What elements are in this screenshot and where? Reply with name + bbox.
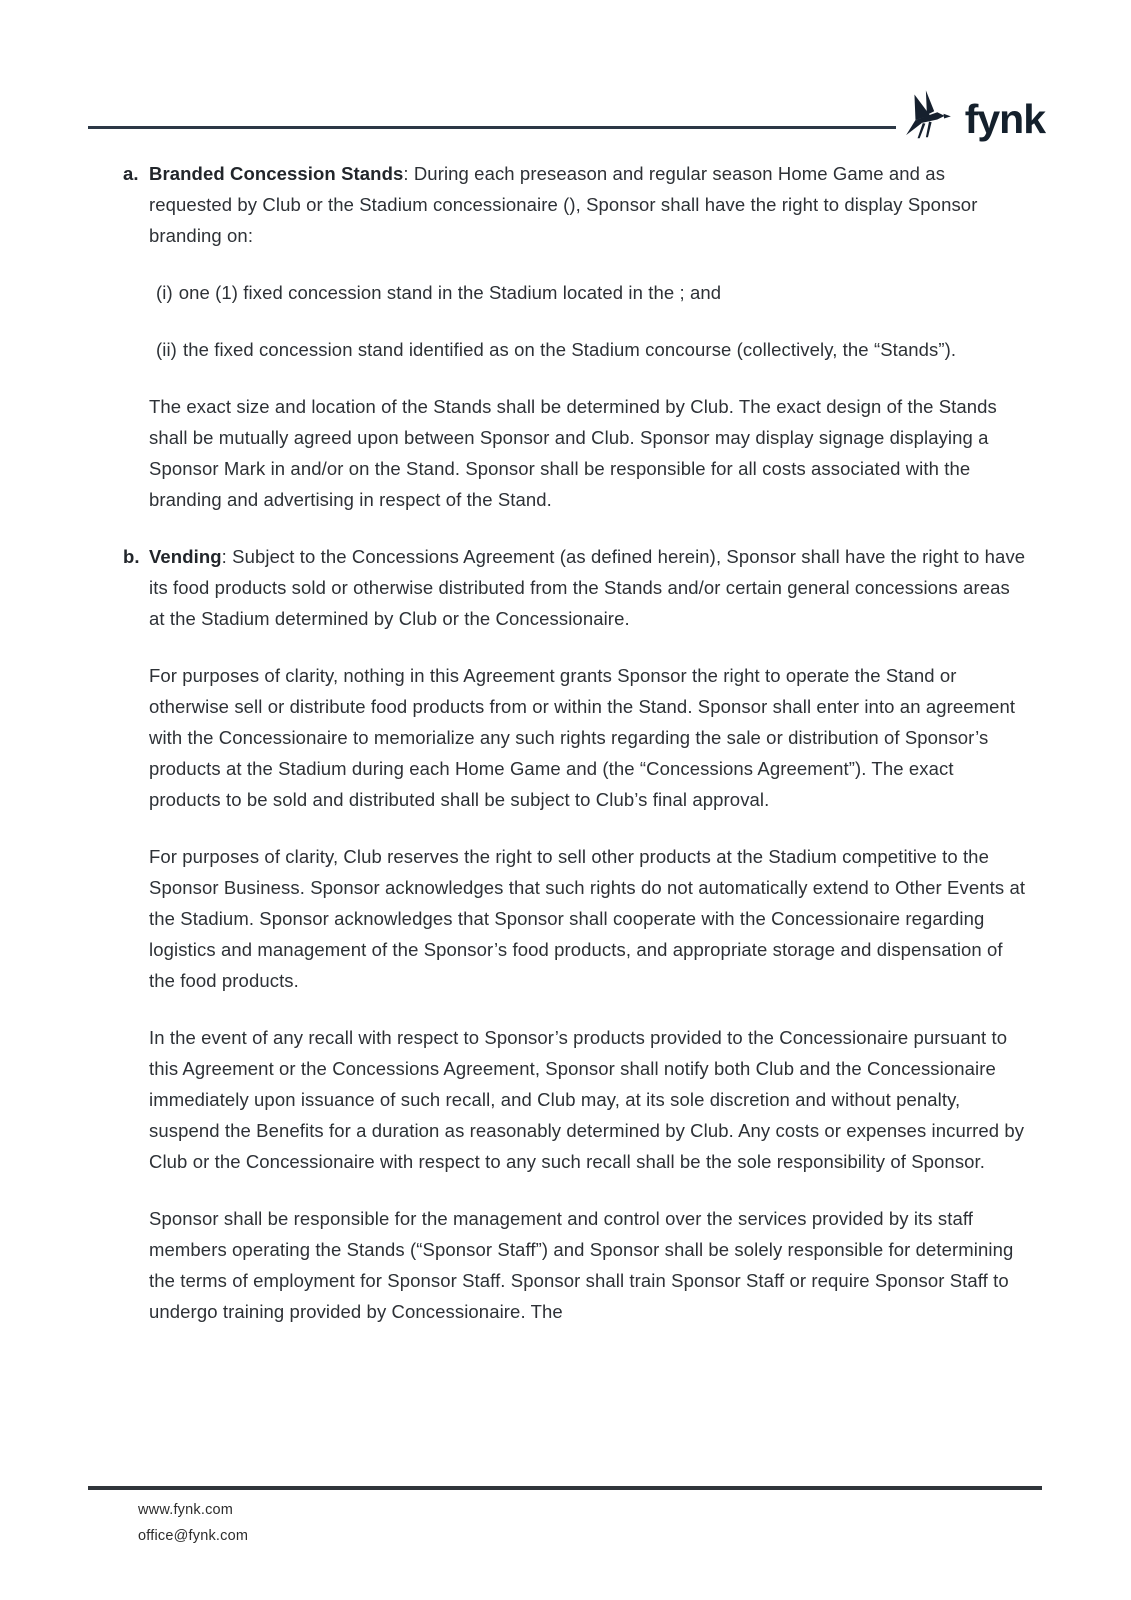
- subitem-i-text: one (1) fixed concession stand in the Stadium located in the ; and: [178, 282, 722, 303]
- subitem-ii-text: the fixed concession stand identified as on the Stadium concourse (collectively, the “Stands”).: [182, 339, 957, 360]
- footer-rule: [88, 1486, 1042, 1490]
- section-a-title: Branded Concession Stands: [149, 163, 404, 184]
- section-b-paragraph-1: For purposes of clarity, nothing in this Agreement grants Sponsor the right to operate the Stand or otherwise sell or distribute food products from or within the Stand. Sponsor shall enter into an agreement with the Concessionaire to memorialize any such rights regarding the sale or distribution of Sponsor’s products at the Stadium during each Home Game and (the “Concessions Agreement”). The exact products to be sold and distributed shall be subject to Club’s final approval.: [149, 665, 1016, 810]
- section-a: [123, 158, 1027, 251]
- brand-logo: [903, 90, 1045, 148]
- section-a-paragraph-1: The exact size and location of the Stands shall be determined by Club. The exact design of the Stands shall be mutually agreed upon between Sponsor and Club. Sponsor may display signage displaying a Sponsor Mark in and/or on the Stand. Sponsor shall be responsible for all costs associated with the branding and advertising in respect of the Stand.: [149, 396, 997, 510]
- section-b-separator: :: [221, 546, 233, 567]
- document-body: [123, 158, 1027, 1327]
- section-b-title: Vending: [149, 546, 222, 567]
- subitem-i-marker: (i): [156, 282, 173, 303]
- section-a-marker: a.: [123, 163, 139, 184]
- subitem-i: [156, 277, 1027, 308]
- footer-email: office@fynk.com: [138, 1528, 249, 1544]
- section-b-lead: Subject to the Concessions Agreement (as defined herein), Sponsor shall have the right to have its food products sold or otherwise distributed from the Stands and/or certain general concessions areas at the Stadium determined by Club or the Concessionaire.: [149, 546, 1026, 629]
- subitem-ii-marker: (ii): [156, 339, 177, 360]
- section-b-paragraph-3: In the event of any recall with respect to Sponsor’s products provided to the Concessionaire pursuant to this Agreement or the Concessions Agreement, Sponsor shall notify both Club and the Concessionaire immediately upon issuance of such recall, and Club may, at its sole discretion and without penalty, suspend the Benefits for a duration as reasonably determined by Club. Any costs or expenses incurred by Club or the Concessionaire with respect to any such recall shall be the sole responsibility of Sponsor.: [149, 1027, 1025, 1172]
- section-b-paragraph-4: Sponsor shall be responsible for the management and control over the services provided by its staff members operating the Stands (“Sponsor Staff”) and Sponsor shall be solely responsible for determining the terms of employment for Sponsor Staff. Sponsor shall train Sponsor Staff or require Sponsor Staff to undergo training provided by Concessionaire. The: [149, 1208, 1014, 1322]
- section-b-paragraph-2: For purposes of clarity, Club reserves the right to sell other products at the Stadium competitive to the Sponsor Business. Sponsor acknowledges that such rights do not automatically extend to Other Events at the Stadium. Sponsor acknowledges that Sponsor shall cooperate with the Concessionaire regarding logistics and management of the Sponsor’s food products, and appropriate storage and dispensation of the food products.: [149, 846, 1026, 991]
- header-rule: [88, 126, 896, 129]
- origami-bird-icon: [903, 90, 955, 148]
- section-a-separator: :: [403, 163, 414, 184]
- section-a-lead: During each preseason and regular season Home Game and as requested by Club or the Stadium concessionaire (), Sponsor shall have the right to display Sponsor branding on:: [149, 163, 978, 246]
- section-b-marker: b.: [123, 546, 140, 567]
- brand-wordmark: fynk: [964, 95, 1045, 142]
- subitem-ii: [156, 334, 1027, 365]
- footer-website: www.fynk.com: [138, 1502, 234, 1518]
- section-b: [123, 541, 1027, 634]
